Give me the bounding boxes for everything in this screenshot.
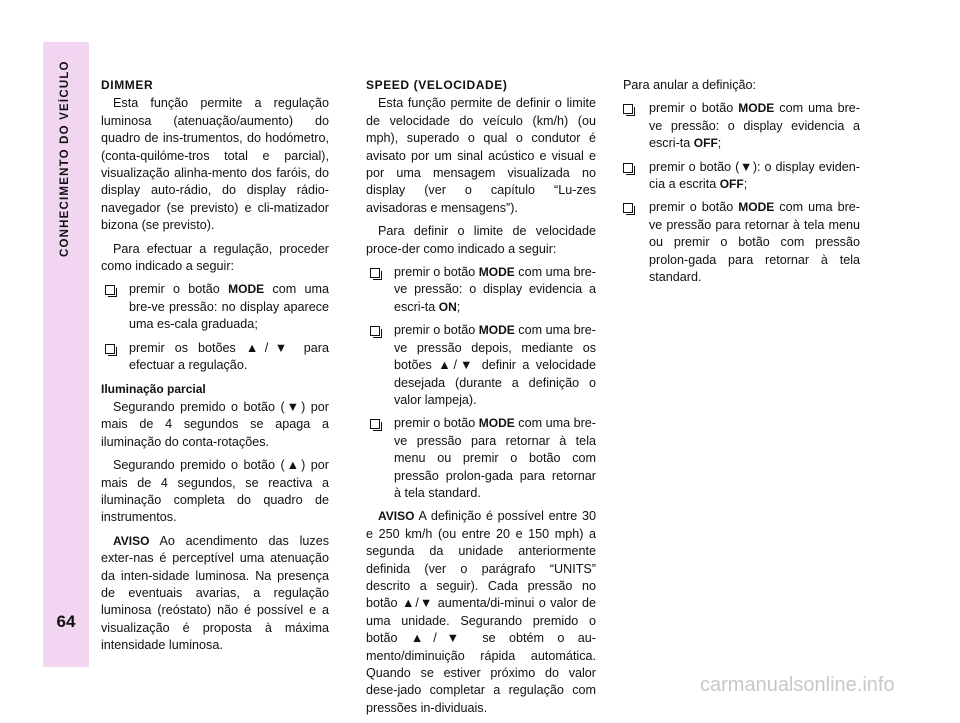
- key-label: MODE: [738, 101, 775, 116]
- instruction-list: [101, 281, 329, 374]
- checkbox-bullet-icon: [105, 285, 115, 295]
- page-number: 64: [56, 612, 76, 631]
- list-item: premir os botões ▲/▼ para efectuar a regulação.: [105, 340, 329, 375]
- key-label: OFF: [693, 136, 718, 151]
- list-item: premir o botão MODE com uma bre-ve pressão: o display evidencia a escri-ta OFF;: [623, 100, 860, 152]
- list-item: premir o botão MODE com uma bre-ve pressão depois, mediante os botões ▲/▼ definir a velocidade desejada (durante a definição o valor lampeja).: [370, 322, 596, 409]
- instruction-list: [366, 264, 596, 502]
- chapter-title: CONHECIMENTO DO VEÍCULO: [59, 60, 71, 257]
- watermark: carmanualsonline.info: [700, 674, 895, 696]
- paragraph: Esta função permite a regulação luminosa (atenuação/aumento) do quadro de ins-trumentos, do hodómetro, (conta-quilóme-tros total e parcial), visualização alinha-mento dos faróis, do display auto-rádio, do display rádio-navegador (se previsto) e cli-matizador bizona (se previsto).: [101, 96, 329, 233]
- paragraph: Segurando premido o botão (▼) por mais de 4 segundos se apaga a iluminação do conta-rotações.: [101, 399, 329, 449]
- paragraph: Para definir o limite de velocidade proce-der como indicado a seguir:: [366, 224, 596, 256]
- instruction-list: [623, 100, 860, 286]
- warning-note: AVISO Ao acendimento das luzes exter-nas é perceptível uma atenuação da inten-sidade luminosa. Na presença de eventuais avarias, a regulação luminosa (reóstato) não é possível e a visualização é proposta à máxima intensidade luminosa.: [101, 533, 329, 653]
- column-cancel-setting: [623, 77, 860, 292]
- column-speed: [366, 77, 596, 723]
- checkbox-bullet-icon: [623, 203, 633, 213]
- key-label: MODE: [478, 265, 515, 280]
- paragraph: Para efectuar a regulação, proceder como indicado a seguir:: [101, 241, 329, 274]
- list-item: premir o botão MODE com uma bre-ve pressão para retornar à tela menu ou premir o botão com pressão prolon-gada para retornar à tela standard.: [623, 199, 860, 286]
- warning-note: AVISO A definição é possível entre 30 e 250 km/h (ou entre 20 e 150 mph) a segunda da unidade anteriormente definida (ver o parágrafo “UNITS” descrito a seguir). Cada pressão no botão ▲/▼ aumenta/di-minui o valor de uma unidade. Segurando premido o botão ▲/▼ se obtém o au-mento/diminuição rápida automática. Quando se estiver próximo do valor dese-jado completar a regulação com pressões in-dividuais.: [366, 509, 596, 715]
- key-label: MODE: [478, 416, 515, 431]
- paragraph: Segurando premido o botão (▲) por mais de 4 segundos, se reactiva a iluminação completa do quadro de instrumentos.: [101, 458, 329, 525]
- list-item: premir o botão MODE com uma bre-ve pressão: o display evidencia a escri-ta ON;: [370, 264, 596, 316]
- column-dimmer: [101, 77, 329, 661]
- section-heading-speed: SPEED (VELOCIDADE): [366, 78, 508, 92]
- list-item: premir o botão (▼): o display eviden-cia a escrita OFF;: [623, 159, 860, 194]
- key-label: MODE: [228, 282, 265, 297]
- warning-label: AVISO: [378, 509, 415, 524]
- paragraph: Para anular a definição:: [623, 78, 757, 92]
- list-item: premir o botão MODE com uma bre-ve pressão: no display aparece uma es-cala graduada;: [105, 281, 329, 333]
- warning-label: AVISO: [113, 533, 150, 548]
- list-item: premir o botão MODE com uma bre-ve pressão para retornar à tela menu ou premir o botão com pressão prolon-gada para retornar à tela standard.: [370, 415, 596, 502]
- section-heading-dimmer: DIMMER: [101, 78, 154, 92]
- key-label: OFF: [719, 177, 744, 192]
- checkbox-bullet-icon: [623, 104, 633, 114]
- key-label: MODE: [478, 323, 515, 338]
- checkbox-bullet-icon: [370, 268, 380, 278]
- paragraph: Esta função permite de definir o limite de velocidade do veículo (km/h) (ou mph), superado o qual o condutor é avisato por um sinal acústico e visual e por uma mensagem visualizada no display (ver o capítulo “Lu-zes avisadoras e mensagens”).: [366, 96, 596, 215]
- key-label: ON: [438, 299, 457, 314]
- checkbox-bullet-icon: [370, 419, 380, 429]
- checkbox-bullet-icon: [105, 344, 115, 354]
- checkbox-bullet-icon: [370, 326, 380, 336]
- key-label: MODE: [738, 200, 775, 215]
- checkbox-bullet-icon: [623, 163, 633, 173]
- subheading-partial-lighting: Iluminação parcial: [101, 381, 206, 396]
